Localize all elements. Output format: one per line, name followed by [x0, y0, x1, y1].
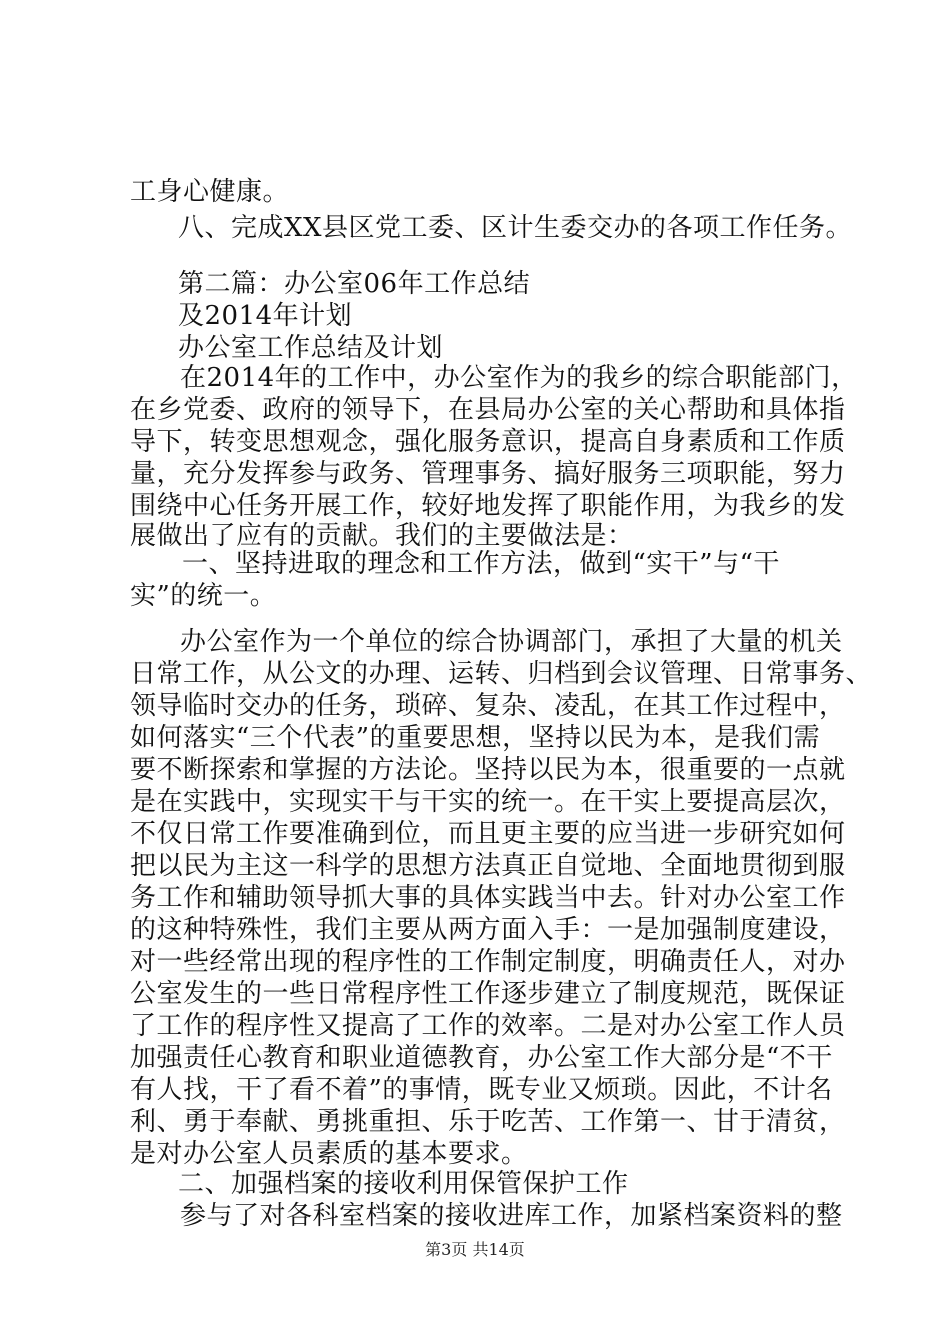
text-line: 公室发生的一些日常程序性工作逐步建立了制度规范，既保证: [130, 979, 846, 1009]
text-line: 不仅日常工作要准确到位，而且更主要的应当进一步研究如何: [130, 819, 846, 849]
text-line: 展做出了应有的贡献。我们的主要做法是：: [130, 521, 634, 551]
text-line: 把以民为主这一科学的思想方法真正自觉地、全面地贯彻到服: [130, 851, 846, 881]
text-line: 围绕中心任务开展工作，较好地发挥了职能作用，为我乡的发: [130, 491, 846, 521]
text-line: 对一些经常出现的程序性的工作制定制度，明确责任人，对办: [130, 947, 846, 977]
text-line: 要不断探索和掌握的方法论。坚持以民为本，很重要的一点就: [130, 755, 846, 785]
page-number: 第3页 共14页: [425, 1240, 525, 1259]
text-line: 是在实践中，实现实干与干实的统一。在干实上要提高层次，: [130, 787, 846, 817]
text-line: 是对办公室人员素质的基本要求。: [130, 1139, 528, 1169]
text-line: 参与了对各科室档案的接收进库工作，加紧档案资料的整: [180, 1201, 843, 1231]
item-heading: 实”的统一。: [130, 581, 277, 611]
text-line: 有人找，干了看不着”的事情，既专业又烦琐。因此，不计名: [130, 1075, 833, 1105]
text-line: 的这种特殊性，我们主要从两方面入手：一是加强制度建设，: [130, 915, 846, 945]
section-heading: 第二篇：办公室06年工作总结: [178, 269, 531, 299]
text-line: 加强责任心教育和职业道德教育，办公室工作大部分是“不干: [130, 1043, 833, 1073]
text-line: 利、勇于奉献、勇挑重担、乐于吃苦、工作第一、甘于清贫，: [130, 1107, 846, 1137]
item-heading: 一、坚持进取的理念和工作方法，做到“实干”与“干: [182, 549, 780, 579]
text-line: 在乡党委、政府的领导下，在县局办公室的关心帮助和具体指: [130, 395, 846, 425]
text-line: 在2014年的工作中，办公室作为的我乡的综合职能部门，: [180, 363, 858, 393]
text-line: 导下，转变思想观念，强化服务意识，提高自身素质和工作质: [130, 427, 846, 457]
text-line: 日常工作，从公文的办理、运转、归档到会议管理、日常事务、: [130, 659, 873, 689]
text-line: 领导临时交办的任务，琐碎、复杂、凌乱，在其工作过程中，: [130, 691, 846, 721]
section-subheading: 办公室工作总结及计划: [178, 333, 444, 363]
section-heading: 及2014年计划: [178, 301, 353, 331]
text-line: 量，充分发挥参与政务、管理事务、搞好服务三项职能，努力: [130, 459, 846, 489]
text-line: 工身心健康。: [130, 177, 290, 207]
item-heading: 二、加强档案的接收利用保管保护工作: [178, 1169, 629, 1199]
text-line: 八、完成XX县区党工委、区计生委交办的各项工作任务。: [178, 213, 853, 243]
text-line: 了工作的程序性又提高了工作的效率。二是对办公室工作人员: [130, 1011, 846, 1041]
text-line: 如何落实“三个代表”的重要思想，坚持以民为本，是我们需: [130, 723, 821, 753]
text-line: 办公室作为一个单位的综合协调部门，承担了大量的机关: [180, 627, 843, 657]
text-line: 务工作和辅助领导抓大事的具体实践当中去。针对办公室工作: [130, 883, 846, 913]
